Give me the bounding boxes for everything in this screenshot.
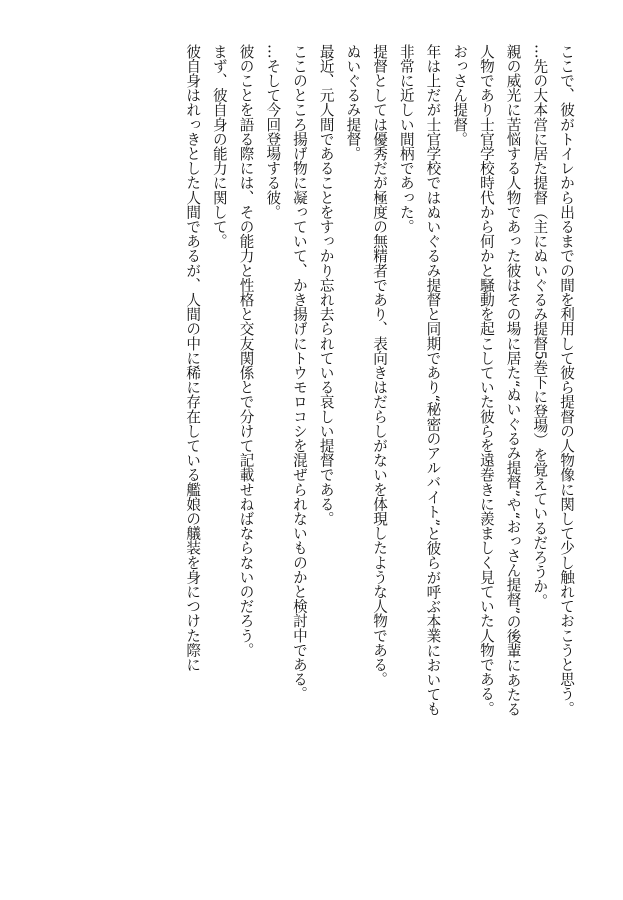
text-line: 非常に近しい間柄であった。 (397, 44, 415, 234)
text-line: …そして今回登場する彼。 (264, 44, 282, 220)
text-line: 人物であり士官学校時代から何かと騒動を起こしていた彼らを遠巻きに羨ましく見ていた人物である。 (477, 44, 495, 716)
section-heading-ossan-teitoku: おっさん提督。 (451, 44, 469, 147)
section-heading-nuigurumi-teitoku: ぬいぐるみ提督。 (344, 44, 362, 161)
text-line: ここで、彼がトイレから出るまでの間を利用して彼ら提督の人物像に関して少し触れておこうと思う。 (558, 44, 575, 716)
text-line: …先の大本営に居た提督（主にぬいぐるみ提督5巻下に登場）を覚えているだろうか。 (531, 44, 549, 609)
vertical-text-body (178, 44, 579, 824)
text-line: 親の威光に苦悩する人物であった彼はその場に居た“ぬいぐるみ提督”や“おっさん提督”の後輩にあたる (504, 44, 522, 717)
text-line: 彼のことを語る際には、その能力と性格と交友関係とで分けて記載せねばならないのだろう。 (237, 44, 255, 658)
text-line: ここのところ揚げ物に凝っていて、かき揚げにトウモロコシを混ぜられないものかと検討中である。 (290, 44, 308, 701)
text-line: まず、彼自身の能力に関して。 (210, 44, 228, 249)
text-line: 提督としては優秀だが極度の無精者であり、表向きはだらしがないを体現したような人物である。 (371, 44, 389, 687)
text-line: 最近、元人間であることをすっかり忘れ去られている哀しい提督である。 (317, 44, 335, 526)
text-line: 彼自身はれっきとした人間であるが、人間の中に稀に存在している艦娘の艤装を身につけた際に (184, 44, 202, 672)
text-line: 年は上だが士官学校ではぬいぐるみ提督と同期であり“秘密のアルバイト”と彼らが呼ぶ本業においても (424, 44, 442, 716)
